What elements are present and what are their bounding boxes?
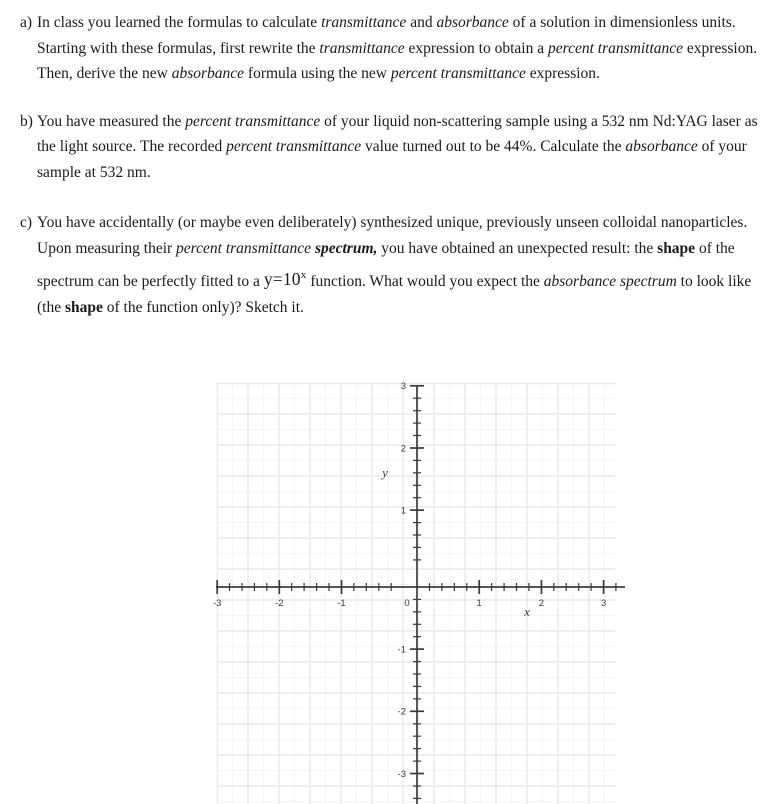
grid-major	[217, 383, 615, 804]
question-text-b: You have measured the percent transmittance of your liquid non-scattering sample using a 532 nm Nd:YAG laser as the light source. The recorded percent transmittance value turned out to be 44%. Calculate the absorbance of your sample at 532 nm.	[37, 112, 758, 181]
y-tick-labels	[398, 381, 406, 780]
question-marker-a: a)	[20, 14, 33, 31]
x-tick-label: 1	[476, 598, 482, 609]
y-axis-label: y	[382, 465, 388, 480]
y-tick-label: 2	[400, 443, 406, 455]
x-axis-label: x	[524, 604, 530, 619]
x-tick-label: -1	[337, 598, 346, 609]
question-text-c: You have accidentally (or maybe even deliberately) synthesized unique, previously unseen colloidal nanoparticles. Upon measuring their percent transmittance spectrum, you have obtained an unexpected result: the shape of the spectrum can be perfectly fitted to a $y=10^x$ function. What would you expect the absorbance spectrum to look like (the shape of the function only)? Sketch it.	[37, 213, 752, 316]
y-tick-label: -2	[397, 706, 406, 718]
y-tick-label: 3	[400, 381, 406, 393]
question-item-b	[0, 109, 781, 186]
question-item-c	[0, 210, 781, 322]
y-tick-label: 1	[400, 505, 406, 517]
question-marker-b: b)	[20, 112, 33, 130]
x-tick-label: -3	[212, 598, 222, 609]
grid-minor	[217, 383, 615, 804]
x-tick-label: 3	[600, 598, 607, 609]
y-tick-label: -1	[397, 644, 406, 656]
x-tick-label: 2	[538, 598, 545, 609]
question-text-a: In class you learned the formulas to calculate transmittance and absorbance of a solution in dimensionless units. Starting with these formulas, first rewrite the transmittance expression to obtain a percent transmittance expression. Then, derive the new absorbance formula using the new percent transmittance expression.	[37, 14, 758, 83]
question-item-a	[0, 10, 781, 87]
graph-svg	[212, 381, 615, 804]
sketch-graph	[212, 381, 615, 804]
x-tick-label: -2	[275, 598, 284, 609]
x-tick-label: 0	[404, 598, 410, 609]
y-tick-label: -3	[397, 768, 406, 780]
question-list	[0, 0, 781, 321]
question-marker-c: c)	[20, 213, 33, 231]
